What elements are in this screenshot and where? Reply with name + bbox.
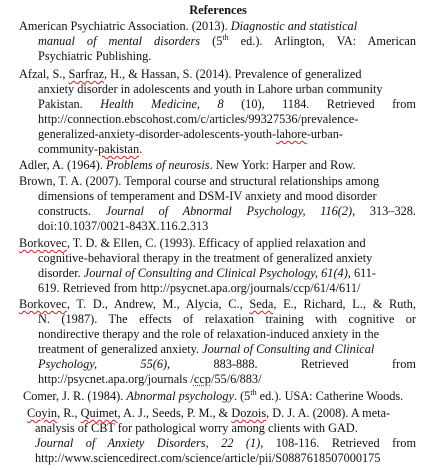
reference-borkovec-1987-line-5: Psychology, 55(6), 883-888. Retrieved from: [38, 357, 416, 371]
reference-adler: Adler, A. (1964). Problems of neurosis. New York: Harper and Row.: [19, 158, 356, 172]
reference-coyin-line-1: Coyin, R., Quimet, A. J., Seeds, P. M., & Dozois, D. J. A. (2008). A meta-: [27, 406, 391, 420]
reference-borkovec-1993-line-1: Borkovec, T. D. & Ellen, C. (1993). Efficacy of applied relaxation and: [19, 236, 366, 250]
reference-coyin-line-2: analysis of CBT for pathological worry among clients with GAD.: [35, 421, 358, 435]
reference-brown-line-3: constructs. Journal of Abnormal Psychology, 116(2), 313–328.: [38, 204, 416, 218]
reference-borkovec-1987-line-4: treatment of generalized anxiety. Journal of Consulting and Clinical: [38, 342, 375, 356]
reference-afzal-line-4: http://connection.ebscohost.com/c/articles/99327536/prevalence-: [38, 112, 359, 126]
references-heading: References: [189, 3, 247, 17]
reference-brown-line-2: dimensions of temperament and DSM-IV anxiety and mood disorder: [38, 189, 377, 203]
reference-borkovec-1987-line-6: http://psycnet.apa.org/journals /ccp/55/6/883/: [38, 372, 262, 386]
reference-borkovec-1987-line-3: nondirective therapy and the role of relaxation-induced anxiety in the: [38, 327, 380, 341]
reference-afzal-line-6: community-pakistan.: [38, 142, 143, 156]
reference-afzal-line-1: Afzal, S., Sarfraz, H., & Hassan, S. (2014). Prevalence of generalized: [19, 67, 362, 81]
reference-comer: Comer, J. R. (1984). Abnormal psychology. (5th ed.). USA: Catherine Woods.: [23, 387, 404, 403]
reference-borkovec-1987-line-1: Borkovec, T. D., Andrew, M., Alycia, C., Seda, E., Richard, L., & Ruth,: [19, 297, 416, 311]
reference-apa-line-1: American Psychiatric Association. (2013). Diagnostic and statistical: [19, 19, 358, 33]
reference-apa-line-2: manual of mental disorders (5th ed.). Arlington, VA: American: [38, 32, 416, 48]
reference-borkovec-1993-line-4: 619. Retrieved from http://psycnet.apa.org/journals/ccp/61/4/611/: [38, 281, 361, 295]
reference-afzal-line-2: anxiety disorder in adolescents and youth in Lahore urban community: [38, 82, 383, 96]
reference-coyin-line-3: Journal of Anxiety Disorders, 22 (1), 108-116. Retrieved from: [35, 436, 417, 450]
reference-apa-line-3: Psychiatric Publishing.: [38, 49, 152, 63]
reference-brown-line-1: Brown, T. A. (2007). Temporal course and structural relationships among: [19, 174, 380, 188]
reference-brown-line-4: doi:10.1037/0021-843X.116.2.313: [38, 219, 209, 233]
reference-borkovec-1993-line-2: cognitive-behavioral therapy in the treatment of generalized anxiety: [38, 251, 373, 265]
reference-borkovec-1987-line-2: N. (1987). The effects of relaxation training with cognitive or: [38, 312, 416, 326]
reference-borkovec-1993-line-3: disorder. Journal of Consulting and Clinical Psychology, 61(4), 611-: [38, 266, 377, 280]
reference-afzal-line-5: generalized-anxiety-disorder-adolescents-youth-lahore-urban-: [38, 127, 344, 141]
reference-afzal-line-3: Pakistan. Health Medicine, 8 (10), 1184. Retrieved from: [38, 97, 416, 111]
reference-coyin-line-4: http://www.sciencedirect.com/science/article/pii/S0887618507000175: [35, 451, 381, 465]
